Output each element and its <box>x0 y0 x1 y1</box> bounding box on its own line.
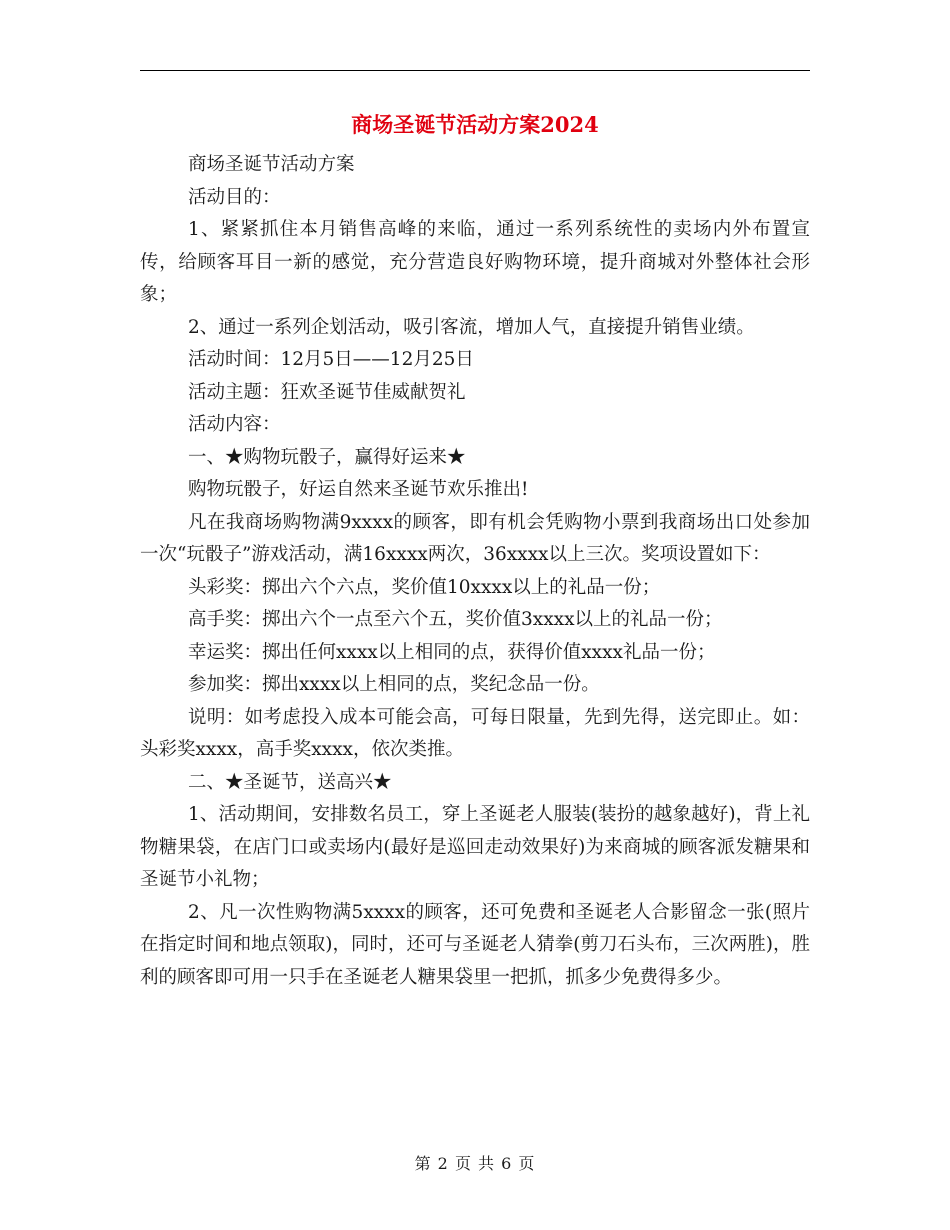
paragraph: 商场圣诞节活动方案 <box>188 154 355 175</box>
paragraph: 活动目的： <box>188 186 281 208</box>
paragraph: 活动主题：狂欢圣诞节佳威献贺礼 <box>188 381 466 403</box>
header-rule <box>140 70 810 71</box>
paragraph: 活动时间：12月5日——12月25日 <box>188 349 474 370</box>
section-heading: 二、★圣诞节，送高兴★ <box>188 771 392 793</box>
paragraph: 活动内容： <box>188 414 281 435</box>
paragraph: 凡在我商场购物满9xxxx的顾客，即有机会凭购物小票到我商场出口处参加一次“玩骰子”游戏活动，满16xxxx两次，36xxxx以上三次。奖项设置如下： <box>140 511 810 565</box>
paragraph: 购物玩骰子，好运自然来圣诞节欢乐推出! <box>188 479 529 500</box>
paragraph: 2、凡一次性购物满5xxxx的顾客，还可免费和圣诞老人合影留念一张(照片在指定时间和地点领取)，同时，还可与圣诞老人猜拳(剪刀石头布，三次两胜)，胜利的顾客即可用一只手在圣诞老人糖果袋里一把抓，抓多少免费得多少。 <box>140 901 810 988</box>
paragraph: 1、活动期间，安排数名员工，穿上圣诞老人服装(装扮的越象越好)，背上礼物糖果袋，在店门口或卖场内(最好是巡回走动效果好)为来商城的顾客派发糖果和圣诞节小礼物； <box>140 804 810 890</box>
prize-item: 参加奖：掷出xxxx以上相同的点，奖纪念品一份。 <box>188 674 600 695</box>
prize-item: 头彩奖：掷出六个六点，奖价值10xxxx以上的礼品一份； <box>188 576 661 598</box>
page-number: 第 2 页 共 6 页 <box>414 1154 536 1173</box>
document-title: 商场圣诞节活动方案2024 <box>351 112 599 137</box>
prize-item: 高手奖：掷出六个一点至六个五，奖价值3xxxx以上的礼品一份； <box>188 609 723 630</box>
paragraph: 1、紧紧抓住本月销售高峰的来临，通过一系列系统性的卖场内外布置宣传，给顾客耳目一新的感觉，充分营造良好购物环境，提升商城对外整体社会形象； <box>140 219 810 305</box>
paragraph: 说明：如考虑投入成本可能会高，可每日限量，先到先得，送完即止。如：头彩奖xxxx，高手奖xxxx，依次类推。 <box>140 706 810 760</box>
document-body <box>140 149 810 994</box>
prize-item: 幸运奖：掷出任何xxxx以上相同的点，获得价值xxxx礼品一份； <box>188 641 716 663</box>
section-heading: 一、★购物玩骰子，赢得好运来★ <box>188 446 466 468</box>
paragraph: 2、通过一系列企划活动，吸引客流，增加人气，直接提升销售业绩。 <box>188 316 755 338</box>
